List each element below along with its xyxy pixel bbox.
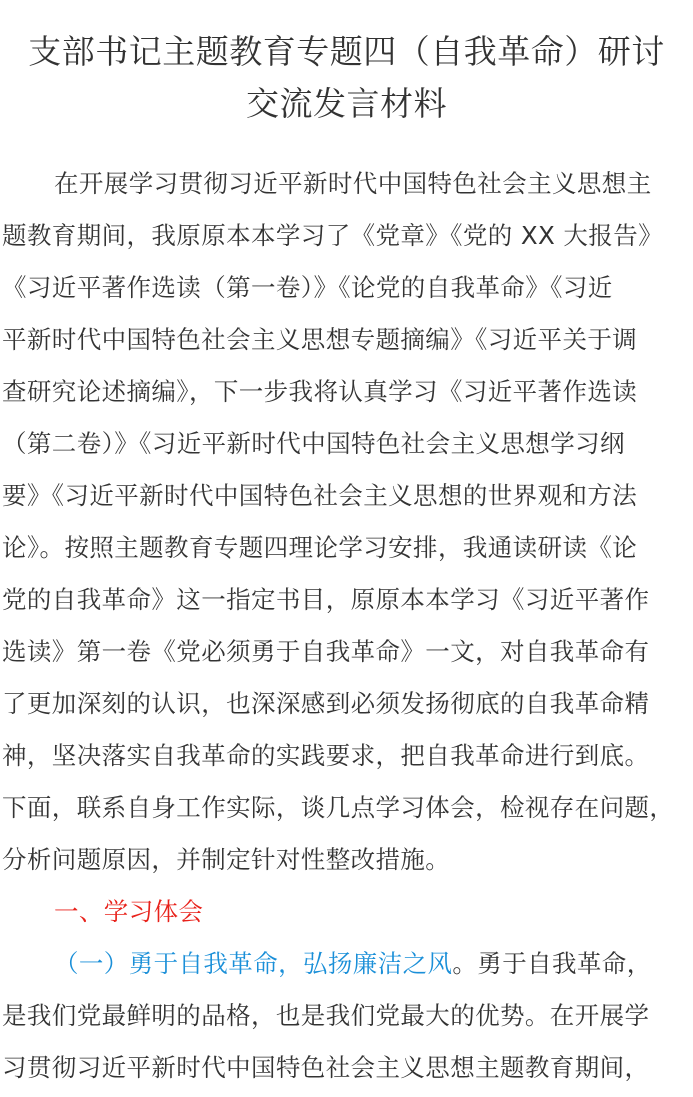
title-line-2: 交流发言材料	[246, 84, 447, 123]
body-line: 了更加深刻的认识，也深深感到必须发扬彻底的自我革命精	[2, 689, 650, 718]
section-heading: 一、学习体会	[54, 897, 204, 926]
body-line: 要》《习近平新时代中国特色社会主义思想的世界观和方法	[2, 481, 638, 510]
body-line: 是我们党最鲜明的品格，也是我们党最大的优势。在开展学	[2, 1001, 650, 1030]
title-line-1: 支部书记主题教育专题四（自我革命）研讨	[28, 32, 665, 71]
document-body	[2, 158, 693, 1094]
body-line: 在开展学习贯彻习近平新时代中国特色社会主义思想主	[54, 169, 652, 198]
body-line: 神，坚决落实自我革命的实践要求，把自我革命进行到底。	[2, 741, 650, 770]
body-line: 习贯彻习近平新时代中国特色社会主义思想主题教育期间，	[2, 1053, 650, 1082]
subheading-tail: 。勇于自我革命，	[452, 949, 652, 978]
document-title	[0, 26, 693, 130]
body-line: 党的自我革命》这一指定书目，原原本本学习《习近平著作	[2, 585, 650, 614]
body-line: 论》。按照主题教育专题四理论学习安排，我通读研读《论	[2, 533, 638, 562]
body-line: 《习近平著作选读（第一卷）》《论党的自我革命》《习近	[2, 273, 613, 302]
body-line: 查研究论述摘编》，下一步我将认真学习《习近平著作选读	[2, 377, 638, 406]
body-line: （第二卷）》《习近平新时代中国特色社会主义思想学习纲	[2, 429, 625, 458]
body-line: 下面，联系自身工作实际，谈几点学习体会，检视存在问题，	[2, 793, 675, 822]
body-line: 选读》第一卷《党必须勇于自我革命》一文，对自我革命有	[2, 637, 650, 666]
body-line: 平新时代中国特色社会主义思想专题摘编》《习近平关于调	[2, 325, 638, 354]
body-line: 题教育期间，我原原本本学习了《党章》《党的 XX 大报告》	[2, 221, 663, 250]
subheading-line	[2, 938, 693, 990]
subheading: （一）勇于自我革命，弘扬廉洁之风	[54, 949, 453, 978]
body-line: 分析问题原因，并制定针对性整改措施。	[2, 845, 451, 874]
